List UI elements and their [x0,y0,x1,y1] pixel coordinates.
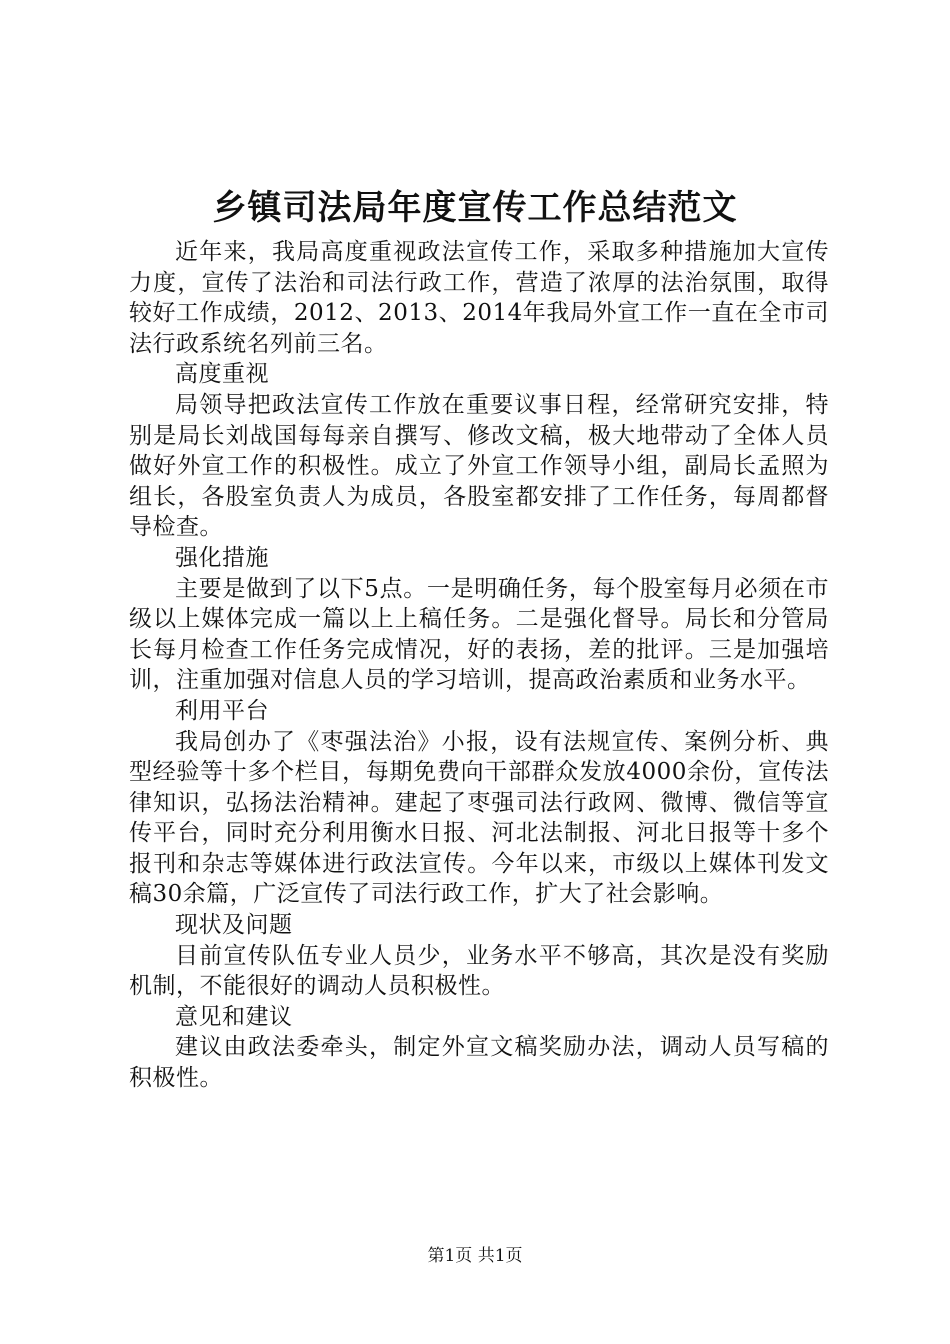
section-heading: 意见和建议 [175,1003,293,1030]
body-paragraph: 近年来，我局高度重视政法宣传工作，采取多种措施加大宣传力度，宣传了法治和司法行政工作，营造了浓厚的法治氛围，取得较好工作成绩，2012、2013、2014年我局外宣工作一直在全市司法行政系统名列前三名。 [129,239,829,357]
body-paragraph: 我局创办了《枣强法治》小报，设有法规宣传、案例分析、典型经验等十多个栏目，每期免费向干部群众发放4000余份，宣传法律知识，弘扬法治精神。建起了枣强司法行政网、微博、微信等宣传平台，同时充分利用衡水日报、河北法制报、河北日报等十多个报刊和杂志等媒体进行政法宣传。今年以来，市级以上媒体刊发文稿30余篇，广泛宣传了司法行政工作，扩大了社会影响。 [129,728,829,908]
section-heading: 高度重视 [175,361,269,388]
page-footer: 第1页 共1页 [427,1246,523,1266]
body-paragraph: 建议由政法委牵头，制定外宣文稿奖励办法，调动人员写稿的积极性。 [129,1034,829,1092]
body-paragraph: 目前宣传队伍专业人员少，业务水平不够高，其次是没有奖励机制，不能很好的调动人员积极性。 [129,942,829,1000]
section-heading: 现状及问题 [175,912,293,939]
document-title: 乡镇司法局年度宣传工作总结范文 [212,188,738,228]
body-paragraph: 主要是做到了以下5点。一是明确任务，每个股室每月必须在市级以上媒体完成一篇以上上稿任务。二是强化督导。局长和分管局长每月检查工作任务完成情况，好的表扬，差的批评。三是加强培训，注重加强对信息人员的学习培训，提高政治素质和业务水平。 [129,575,829,694]
section-heading: 利用平台 [175,697,269,724]
document-body [129,237,829,1094]
section-heading: 强化措施 [175,544,269,571]
body-paragraph: 局领导把政法宣传工作放在重要议事日程，经常研究安排，特别是局长刘战国每每亲自撰写、修改文稿，极大地带动了全体人员做好外宣工作的积极性。成立了外宣工作领导小组，副局长孟照为组长，各股室负责人为成员，各股室都安排了工作任务，每周都督导检查。 [129,391,829,541]
